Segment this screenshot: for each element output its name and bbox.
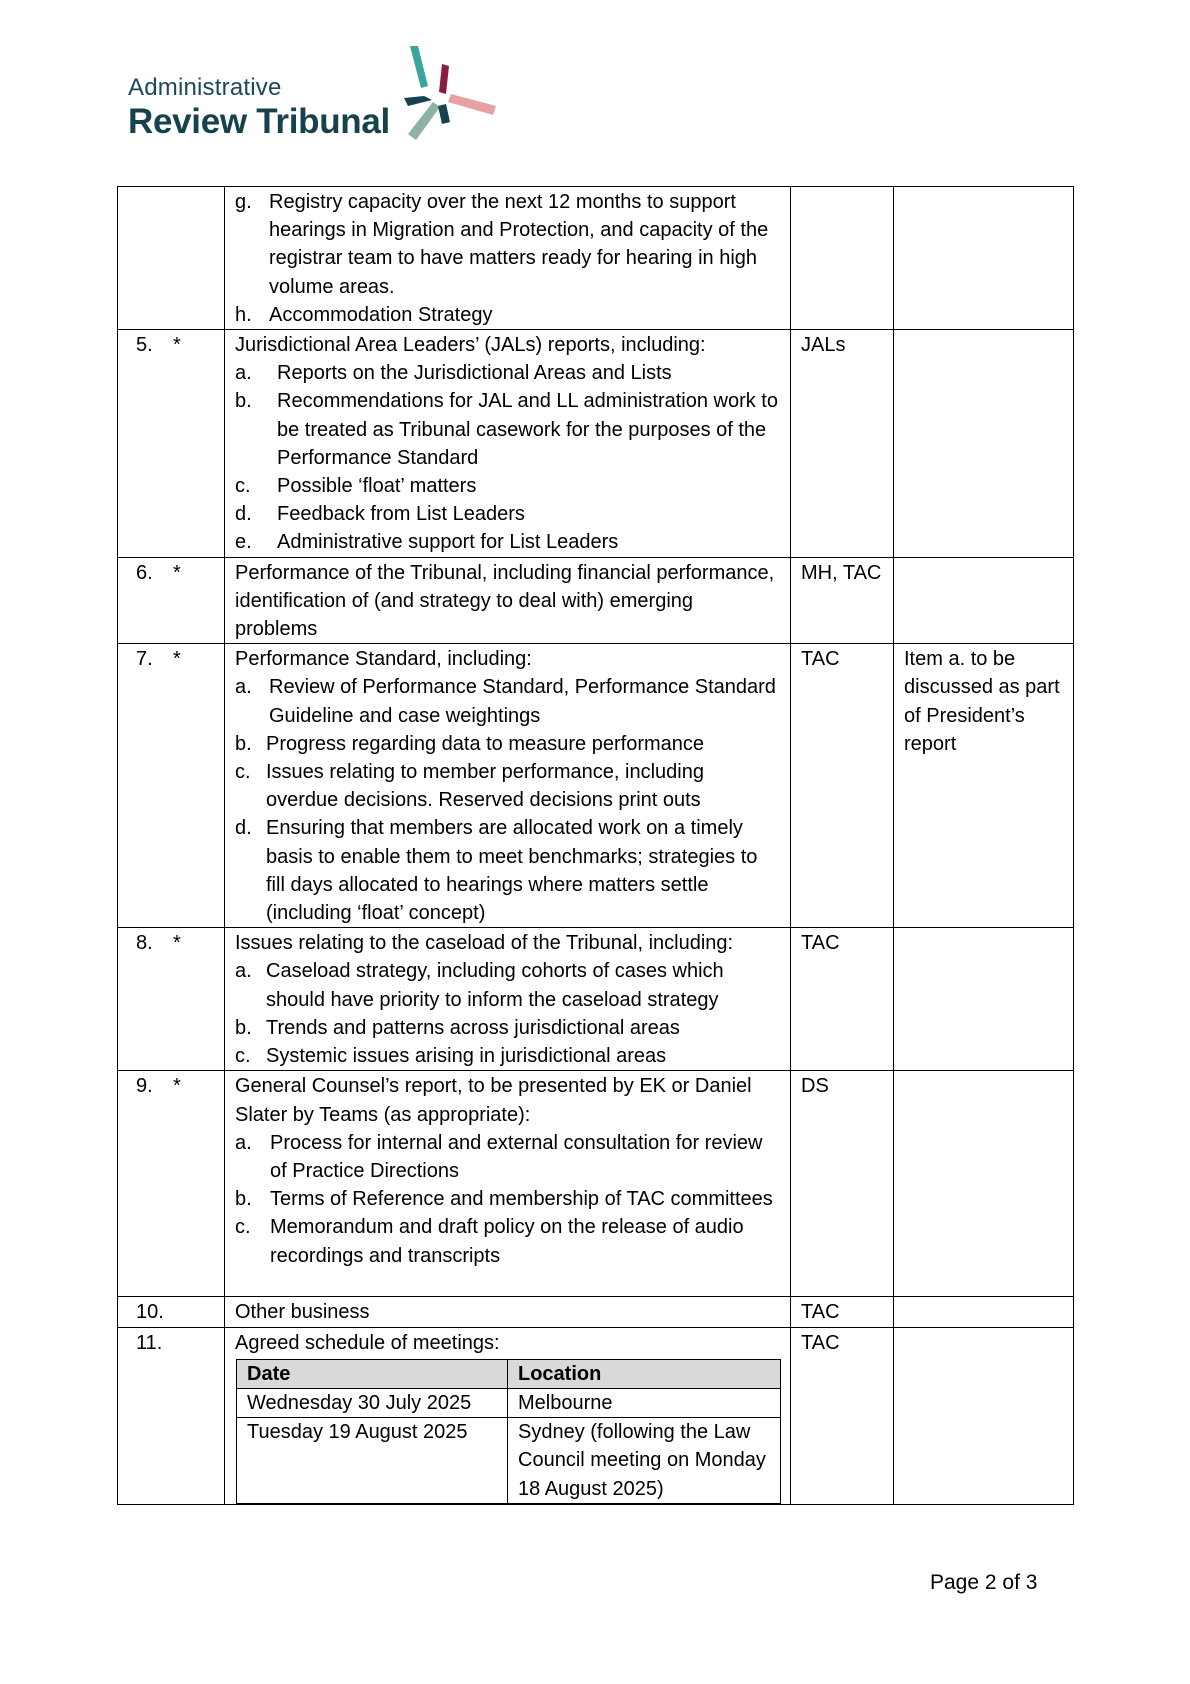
tribunal-logo [128,44,508,144]
sub-item-text: Caseload strategy, including cohorts of cases which should have priority to inform the caseload strategy [266,960,724,1011]
notes-cell [894,1327,1074,1505]
sub-item-text: Reports on the Jurisdictional Areas and Lists [277,362,672,385]
sub-item-text: Process for internal and external consultation for review of Practice Directions [270,1131,763,1182]
item-number: 8. [136,932,153,955]
schedule-header-row [237,1359,781,1388]
responsible-party: TAC [801,1301,840,1324]
sub-item-marker: a. [235,362,252,385]
sub-item [235,359,780,387]
priority-star: * [173,932,181,955]
sub-item-text: Recommendations for JAL and LL administration work to be treated as Tribunal casework for the purposes of the Performance Standard [277,390,778,469]
sub-item [235,1185,780,1213]
sub-item-marker: h. [235,303,252,326]
sub-item-text: Ensuring that members are allocated work on a timely basis to enable them to meet benchmarks; strategies to fill days allocated to hearings where matters settle (including ‘float’ concept) [266,817,758,925]
item-title: Jurisdictional Area Leaders’ (JALs) reports, including: [235,334,706,357]
responsible-party: JALs [801,334,846,357]
responsible-cell [791,644,894,928]
item-title: General Counsel’s report, to be presented by EK or Daniel Slater by Teams (as appropriate): [235,1075,752,1126]
notes-cell [894,1071,1074,1297]
item-number-cell [118,330,225,558]
sub-item-marker: e. [235,531,252,554]
sub-item [235,188,780,301]
item-notes: Item a. to be discussed as part of President’s report [904,648,1060,755]
schedule-row [237,1418,781,1504]
responsible-party: MH, TAC [801,561,882,584]
sub-item [235,387,780,472]
item-description-cell [225,330,791,558]
item-number-cell [118,187,225,330]
sub-item-text: Issues relating to member performance, including overdue decisions. Reserved decisions print outs [266,761,704,812]
sub-item-text: Memorandum and draft policy on the release of audio recordings and transcripts [270,1216,744,1267]
sub-item-marker: b. [235,1188,252,1211]
notes-cell [894,330,1074,558]
item-description-cell [225,187,791,330]
item-number: 9. [136,1075,153,1098]
logo-line-1: Administrative [128,74,282,101]
responsible-cell [791,330,894,558]
sub-item [235,301,780,329]
agenda-row [118,557,1074,644]
sub-item-marker: b. [235,1016,252,1039]
sub-item [235,814,780,927]
sub-item [235,957,780,1013]
notes-cell [894,187,1074,330]
item-title: Performance Standard, including: [235,648,532,671]
responsible-cell [791,557,894,644]
item-description-cell [225,1297,791,1327]
item-title: Agreed schedule of meetings: [235,1331,500,1354]
responsible-party: DS [801,1075,829,1098]
sub-item [235,730,780,758]
sub-item-text: Administrative support for List Leaders [277,531,619,554]
sub-item [235,758,780,814]
sub-item-marker: d. [235,503,252,526]
agenda-row [118,330,1074,558]
sub-item-marker: a. [235,1131,252,1154]
agenda-row [118,644,1074,928]
agenda-row [118,1071,1074,1297]
sub-item-marker: a. [235,676,252,699]
item-number-cell [118,1327,225,1505]
page-number: Page 2 of 3 [930,1571,1038,1594]
notes-cell [894,928,1074,1071]
sub-item-marker: c. [235,1045,251,1068]
item-number-cell [118,644,225,928]
logo-line-2: Review Tribunal [128,102,390,141]
item-number-cell [118,928,225,1071]
schedule-header-cell: Date [237,1359,508,1388]
sub-item-marker: b. [235,732,252,755]
item-description-cell [225,557,791,644]
notes-cell [894,644,1074,928]
schedule-location: Sydney (following the Law Council meeting on Monday 18 August 2025) [508,1418,781,1504]
sub-item-text: Trends and patterns across jurisdictional areas [266,1016,680,1039]
sub-item-marker: c. [235,475,251,498]
agenda-row-schedule [118,1327,1074,1505]
sub-item-text: Systemic issues arising in jurisdictional areas [266,1045,667,1068]
agenda-row [118,187,1074,330]
sub-item-text: Review of Performance Standard, Performance Standard Guideline and case weightings [269,676,776,727]
sub-item-marker: a. [235,960,252,983]
item-number-cell [118,1297,225,1327]
sub-item-marker: b. [235,390,252,413]
item-description-cell [225,1327,791,1505]
responsible-cell [791,187,894,330]
item-number: 10. [136,1301,164,1324]
logo-mark-icon [394,44,504,144]
schedule-header-cell: Location [508,1359,781,1388]
sub-item-marker: g. [235,191,252,213]
priority-star: * [173,334,181,357]
item-description-cell [225,1071,791,1297]
agenda-row [118,928,1074,1071]
sub-item-text: Terms of Reference and membership of TAC committees [270,1188,773,1211]
item-title: Other business [235,1301,370,1324]
sub-item [235,1213,780,1269]
sub-item-text: Accommodation Strategy [269,303,493,326]
sub-item [235,500,780,528]
sub-item-text: Progress regarding data to measure performance [266,732,705,755]
item-number: 7. [136,648,153,671]
item-number: 6. [136,561,153,584]
sub-item-text: Registry capacity over the next 12 months to support hearings in Migration and Protection, and capacity of the registrar team to have matters ready for hearing in high volume areas. [269,191,769,298]
item-number-cell [118,1071,225,1297]
priority-star: * [173,561,181,584]
sub-item [235,1014,780,1042]
schedule-date: Wednesday 30 July 2025 [237,1388,508,1417]
notes-cell [894,1297,1074,1327]
priority-star: * [173,648,181,671]
meeting-schedule-table [236,1359,781,1504]
notes-cell [894,557,1074,644]
sub-item-marker: d. [235,817,252,840]
schedule-location: Melbourne [508,1388,781,1417]
item-number-cell [118,557,225,644]
item-number: 5. [136,334,153,357]
agenda-table [117,186,1074,1505]
sub-item [235,673,780,729]
responsible-cell [791,1297,894,1327]
responsible-party: TAC [801,648,840,671]
sub-item-marker: c. [235,761,251,784]
item-description-cell [225,644,791,928]
sub-item-text: Feedback from List Leaders [277,503,525,526]
sub-item [235,528,780,556]
item-title: Issues relating to the caseload of the Tribunal, including: [235,932,734,955]
responsible-party: TAC [801,1331,840,1354]
sub-item-marker: c. [235,1216,251,1239]
sub-item [235,1129,780,1185]
responsible-cell [791,1327,894,1505]
item-number: 11. [136,1331,163,1354]
item-description-cell [225,928,791,1071]
item-title: Performance of the Tribunal, including financial performance, identification of (and strategy to deal with) emerging problems [235,561,775,641]
priority-star: * [173,1075,181,1098]
responsible-party: TAC [801,932,840,955]
responsible-cell [791,1071,894,1297]
schedule-row [237,1388,781,1417]
agenda-row [118,1297,1074,1327]
sub-item [235,472,780,500]
sub-item-text: Possible ‘float’ matters [277,475,477,498]
responsible-cell [791,928,894,1071]
sub-item [235,1042,780,1070]
schedule-date: Tuesday 19 August 2025 [237,1418,508,1504]
